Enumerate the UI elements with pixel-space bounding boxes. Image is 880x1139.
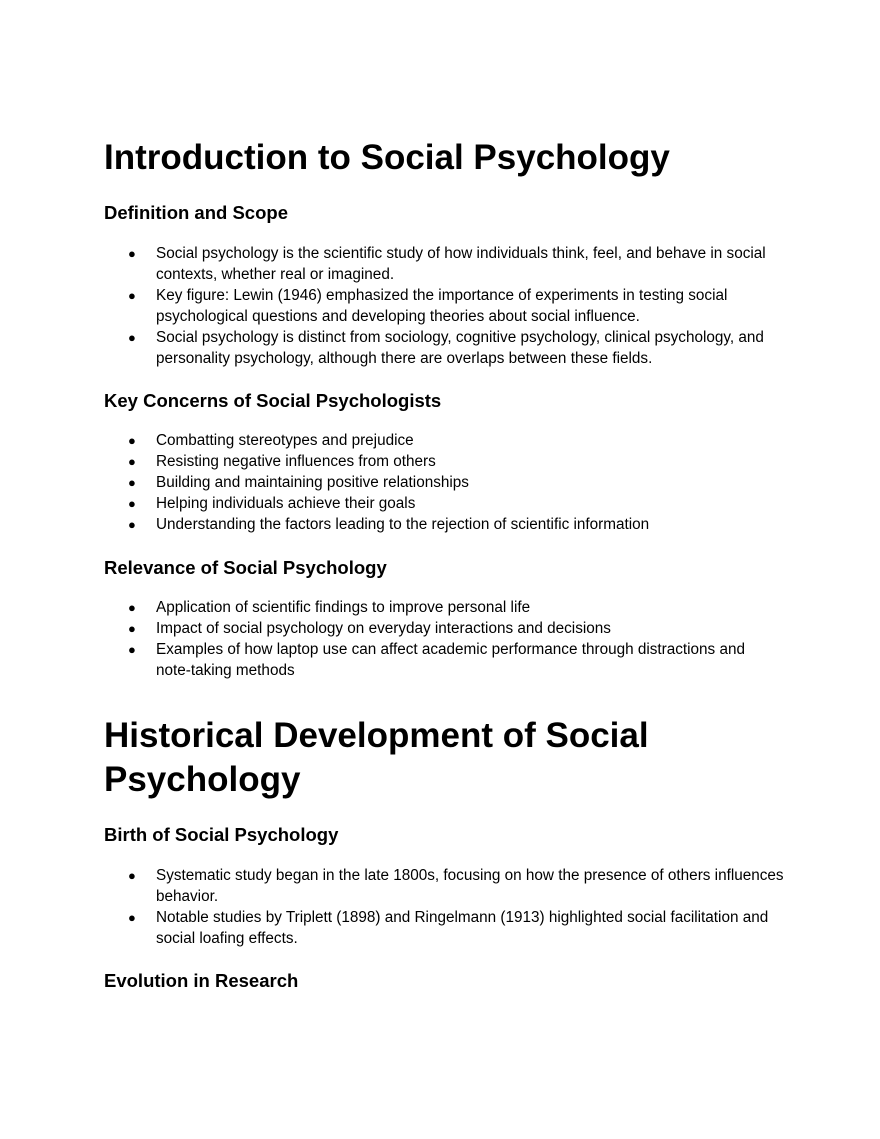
bullet-icon: ● bbox=[128, 330, 136, 345]
bullet-icon: ● bbox=[128, 600, 136, 615]
bullet-icon: ● bbox=[128, 454, 136, 469]
list-item-text: Systematic study began in the late 1800s, focusing on how the presence of others influences behavior. bbox=[156, 867, 784, 905]
list-item-text: Key figure: Lewin (1946) emphasized the importance of experiments in testing social psychological questions and developing theories about social influence. bbox=[156, 287, 728, 325]
list-item-text: Notable studies by Triplett (1898) and Ringelmann (1913) highlighted social facilitation and social loafing effects. bbox=[156, 909, 769, 947]
list-item bbox=[104, 639, 784, 681]
bullet-icon: ● bbox=[128, 496, 136, 511]
subsection-heading: Key Concerns of Social Psychologists bbox=[104, 390, 442, 411]
list-item-text: Impact of social psychology on everyday interactions and decisions bbox=[156, 620, 611, 637]
bullet-icon: ● bbox=[128, 910, 136, 925]
list-item bbox=[104, 451, 784, 472]
list-item-text: Building and maintaining positive relationships bbox=[156, 474, 469, 491]
list-item bbox=[104, 597, 784, 618]
list-item-text: Resisting negative influences from others bbox=[156, 453, 436, 470]
subsection-heading: Birth of Social Psychology bbox=[104, 824, 339, 845]
list-item bbox=[104, 493, 784, 514]
subsection-heading: Relevance of Social Psychology bbox=[104, 557, 387, 578]
bullet-icon: ● bbox=[128, 868, 136, 883]
bullet-list bbox=[104, 597, 784, 681]
list-item bbox=[104, 327, 784, 369]
subsection-heading: Definition and Scope bbox=[104, 202, 288, 223]
bullet-icon: ● bbox=[128, 642, 136, 657]
list-item-text: Helping individuals achieve their goals bbox=[156, 495, 416, 512]
list-item bbox=[104, 907, 784, 949]
subsection-heading: Evolution in Research bbox=[104, 970, 299, 991]
bullet-list bbox=[104, 243, 784, 369]
list-item bbox=[104, 243, 784, 285]
list-item bbox=[104, 285, 784, 327]
bullet-icon: ● bbox=[128, 475, 136, 490]
list-item-text: Understanding the factors leading to the rejection of scientific information bbox=[156, 516, 650, 533]
list-item bbox=[104, 618, 784, 639]
list-item bbox=[104, 514, 784, 535]
bullet-icon: ● bbox=[128, 433, 136, 448]
list-item-text: Examples of how laptop use can affect academic performance through distractions and note-taking methods bbox=[156, 641, 745, 679]
section-heading: Historical Development of Social Psychology bbox=[104, 716, 649, 799]
section-heading: Introduction to Social Psychology bbox=[104, 138, 670, 177]
list-item bbox=[104, 865, 784, 907]
list-item bbox=[104, 472, 784, 493]
bullet-icon: ● bbox=[128, 517, 136, 532]
bullet-icon: ● bbox=[128, 621, 136, 636]
list-item-text: Social psychology is distinct from sociology, cognitive psychology, clinical psychology, and personality psychology, although there are overlaps between these fields. bbox=[156, 329, 764, 367]
list-item-text: Application of scientific findings to improve personal life bbox=[156, 599, 531, 616]
list-item-text: Social psychology is the scientific study of how individuals think, feel, and behave in social contexts, whether real or imagined. bbox=[156, 245, 766, 283]
list-item-text: Combatting stereotypes and prejudice bbox=[156, 432, 414, 449]
bullet-icon: ● bbox=[128, 288, 136, 303]
list-item bbox=[104, 430, 784, 451]
bullet-list bbox=[104, 865, 784, 949]
bullet-list bbox=[104, 430, 784, 535]
bullet-icon: ● bbox=[128, 246, 136, 261]
